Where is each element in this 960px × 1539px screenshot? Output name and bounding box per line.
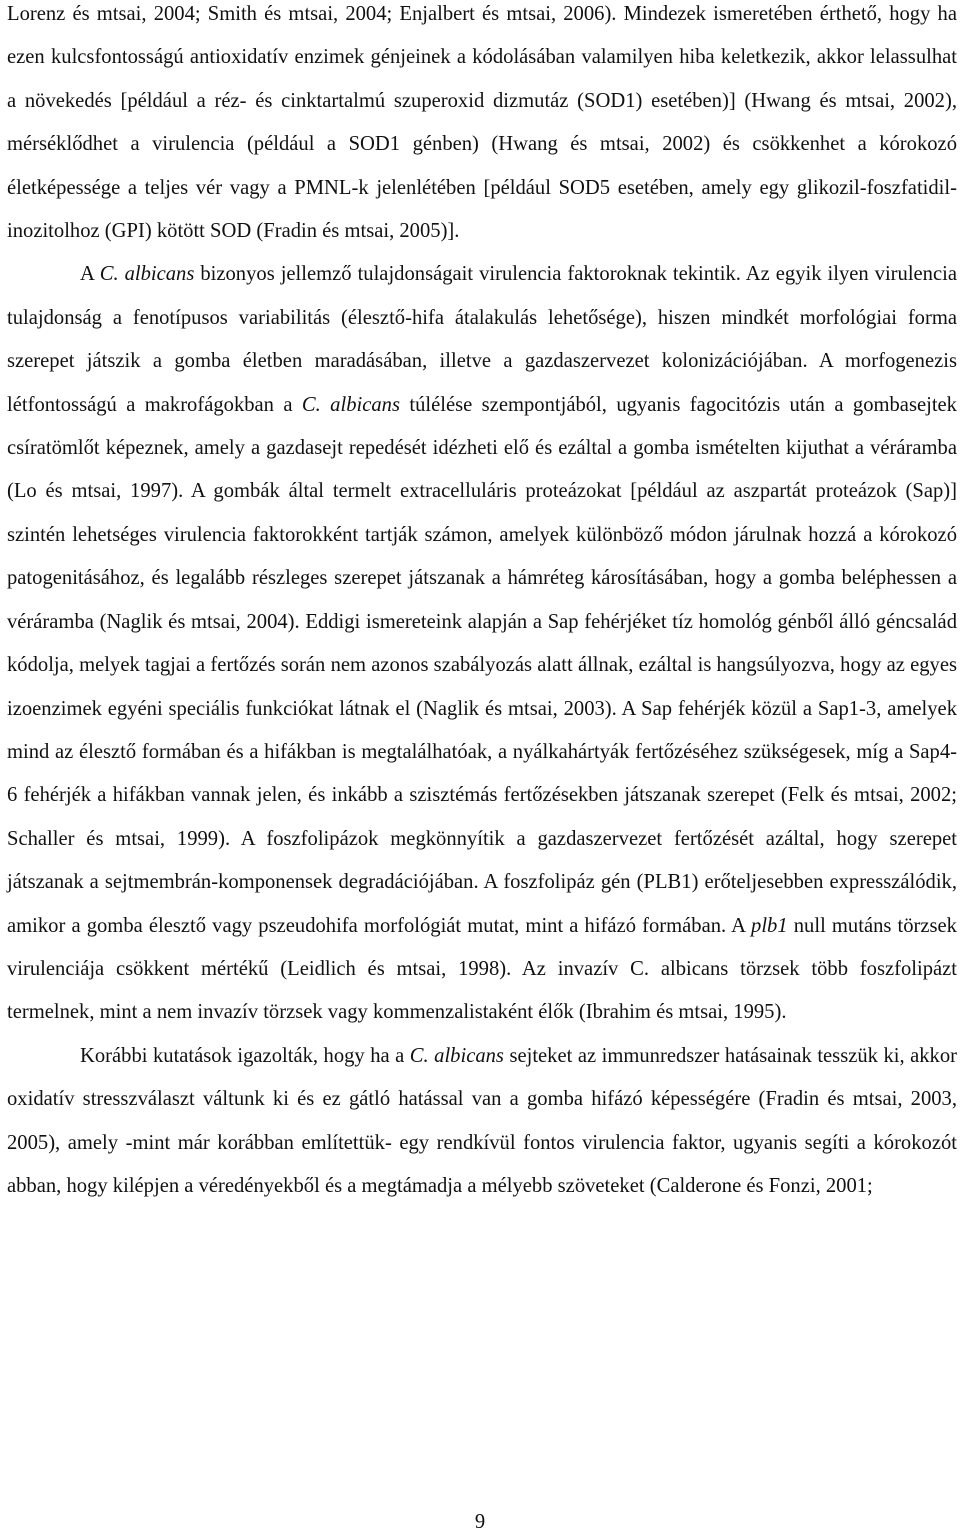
paragraph-2-run: null mutáns törzsek virulenciája csökkent mértékű (Leidlich és mtsai, 1998). Az invazív C. albicans törzsek több foszfolipázt termelnek, mint a nem invazív törzsek vagy kommenzalistaként élők (Ibrahim és mtsai, 1995). xyxy=(7,914,957,1024)
paragraph-2-run: bizonyos jellemző tulajdonságait virulencia faktoroknak tekintik. Az egyik ilyen virulencia tulajdonság a fenotípusos variabilitás (élesztő-hifa átalakulás lehetősége), hiszen mindkét morfológiai forma szerepet játszik a gomba életben maradásában, illetve a gazdaszervezet kolonizációjában. A morfogenezis létfontosságú a makrofágokban a xyxy=(7,263,957,416)
document-body xyxy=(7,0,957,1208)
paragraph-1 xyxy=(7,0,957,253)
species-name-italic: C. albicans xyxy=(99,263,195,286)
page-number: 9 xyxy=(474,1511,486,1533)
gene-name-italic: plb1 xyxy=(751,914,788,937)
species-name-italic: C. albicans xyxy=(301,393,400,416)
paragraph-2 xyxy=(7,253,957,1034)
paragraph-1-text: Lorenz és mtsai, 2004; Smith és mtsai, 2004; Enjalbert és mtsai, 2006). Mindezek ismeretében érthető, hogy ha ezen kulcsfontosságú antioxidatív enzimek génjeinek a kódolásában valamilyen hiba keletkezik, akkor lelassulhat a növekedés [például a réz- és cinktartalmú szuperoxid dizmutáz (SOD1) esetében)] (Hwang és mtsai, 2002), mérséklődhet a virulencia (például a SOD1 génben) (Hwang és mtsai, 2002) és csökkenhet a kórokozó életképessége a teljes vér vagy a PMNL-k jelenlétében [például SOD5 esetében, amely egy glikozil-foszfatidil-inozitolhoz (GPI) kötött SOD (Fradin és mtsai, 2005)]. xyxy=(7,3,957,243)
paragraph-3-run: sejteket az immunredszer hatásainak tesszük ki, akkor oxidatív stresszválaszt váltunk ki és ez gátló hatással van a gomba hifázó képességére (Fradin és mtsai, 2003, 2005), amely -mint már korábban említettük- egy rendkívül fontos virulencia faktor, ugyanis segíti a kórokozót abban, hogy kilépjen a véredényekből és a megtámadja a mélyebb szöveteket (Calderone és Fonzi, 2001; xyxy=(7,1044,957,1197)
paragraph-2-run: A xyxy=(80,263,100,286)
species-name-italic: C. albicans xyxy=(409,1044,504,1067)
paragraph-3-run: Korábbi kutatások igazolták, hogy ha a xyxy=(80,1044,410,1067)
paragraph-2-run: túlélése szempontjából, ugyanis fagocitózis után a gombasejtek csíratömlőt képeznek, amely a gazdasejt repedését idézheti elő és ezáltal a gomba ismételten kijuthat a véráramba (Lo és mtsai, 1997). A gombák által termelt extracelluláris proteázokat [például az aszpartát proteázok (Sap)] szintén lehetséges virulencia faktorokként tartják számon, amelyek különböző módon járulnak hozzá a kórokozó patogenitásához, és legalább részleges szerepet játszanak a hámréteg károsításában, hogy a gomba beléphessen a véráramba (Naglik és mtsai, 2004). Eddigi ismereteink alapján a Sap fehérjéket tíz homológ génből álló géncsalád kódolja, melyek tagjai a fertőzés során nem azonos szabályozás alatt állnak, ezáltal is hangsúlyozva, hogy az egyes izoenzimek egyéni speciális funkciókat látnak el (Naglik és mtsai, 2003). A Sap fehérjék közül a Sap1-3, amelyek mind az élesztő formában és a hifákban is megtalálhatóak, a nyálkahártyák fertőzéséhez szükségesek, míg a Sap4-6 fehérjék a hifákban vannak jelen, és inkább a szisztémás fertőzésekben játszanak szerepet (Felk és mtsai, 2002; Schaller és mtsai, 1999). A foszfolipázok megkönnyítik a gazdaszervezet fertőzését azáltal, hogy szerepet játszanak a sejtmembrán-komponensek degradációjában. A foszfolipáz gén (PLB1) erőteljesebben expresszálódik, amikor a gomba élesztő vagy pszeudohifa morfológiát mutat, mint a hifázó formában. A xyxy=(7,393,957,937)
paragraph-3 xyxy=(7,1035,957,1209)
